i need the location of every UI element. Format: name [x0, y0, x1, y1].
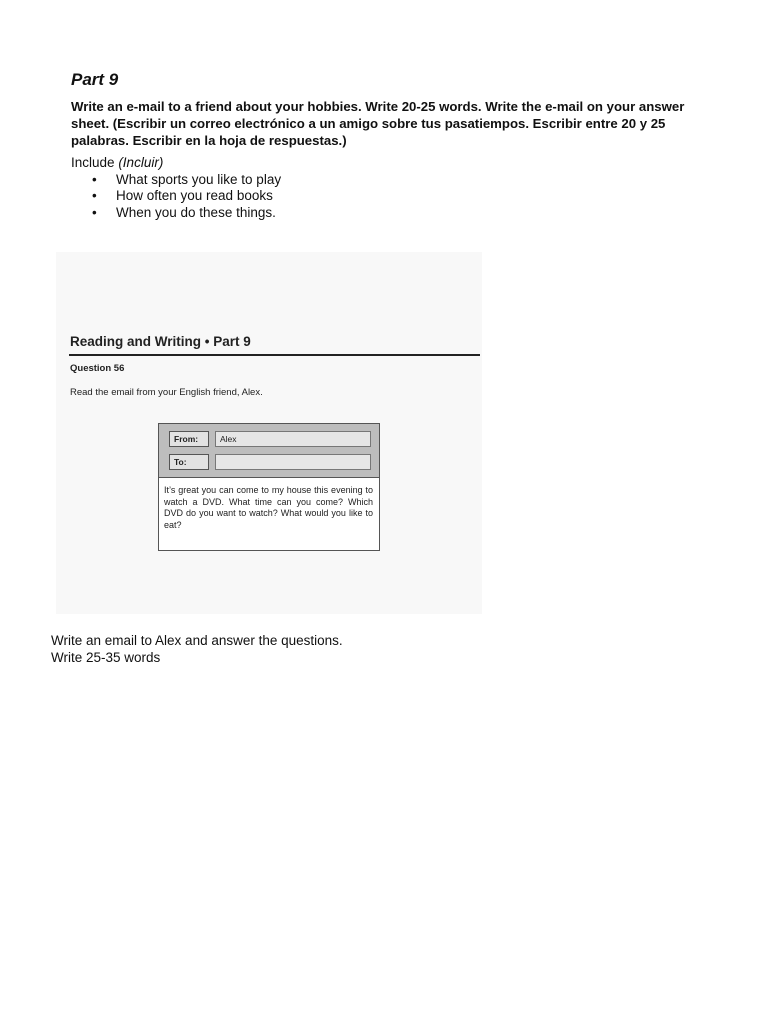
- email-mockup: [158, 423, 380, 551]
- to-label: To:: [169, 454, 209, 470]
- list-item: [71, 172, 281, 188]
- bullet-icon: •: [92, 172, 97, 187]
- list-item: [71, 205, 281, 221]
- include-list: [71, 172, 281, 221]
- bullet-icon: •: [92, 204, 97, 220]
- include-label: Include: [71, 155, 115, 170]
- list-item-text: When you do these things.: [116, 204, 276, 220]
- part-title: Part 9: [71, 70, 119, 89]
- email-header: [159, 424, 379, 478]
- word-count-instruction: Write 25-35 words: [51, 650, 161, 665]
- from-field: Alex: [215, 431, 371, 447]
- list-item-text: What sports you like to play: [116, 172, 282, 187]
- scanned-exam-excerpt: [56, 252, 482, 614]
- from-label: From:: [169, 431, 209, 447]
- bullet-icon: •: [92, 188, 97, 204]
- to-field: [215, 454, 371, 470]
- email-body: It’s great you can come to my house this evening to watch a DVD. What time can you come? Which DVD do you want to watch? What would you like to eat?: [164, 485, 373, 530]
- heading-divider: [69, 354, 480, 356]
- instructions-text: Write an e-mail to a friend about your hobbies. Write 20-25 words. Write the e-mail on your answer sheet. (Escribir un correo electrónico a un amigo sobre tus pasatiempos. Escribir entre 20 y 25 palabras. Escribir en la hoja de respuestas.): [71, 99, 685, 148]
- question-intro: Read the email from your English friend, Alex.: [70, 387, 263, 398]
- section-heading: Reading and Writing • Part 9: [70, 334, 251, 349]
- include-note: (Incluir): [118, 155, 164, 170]
- include-line: [71, 155, 163, 171]
- list-item-text: How often you read books: [116, 188, 273, 204]
- task-instruction: Write an email to Alex and answer the questions.: [51, 633, 343, 648]
- question-label: Question 56: [70, 363, 125, 374]
- list-item: [71, 188, 281, 204]
